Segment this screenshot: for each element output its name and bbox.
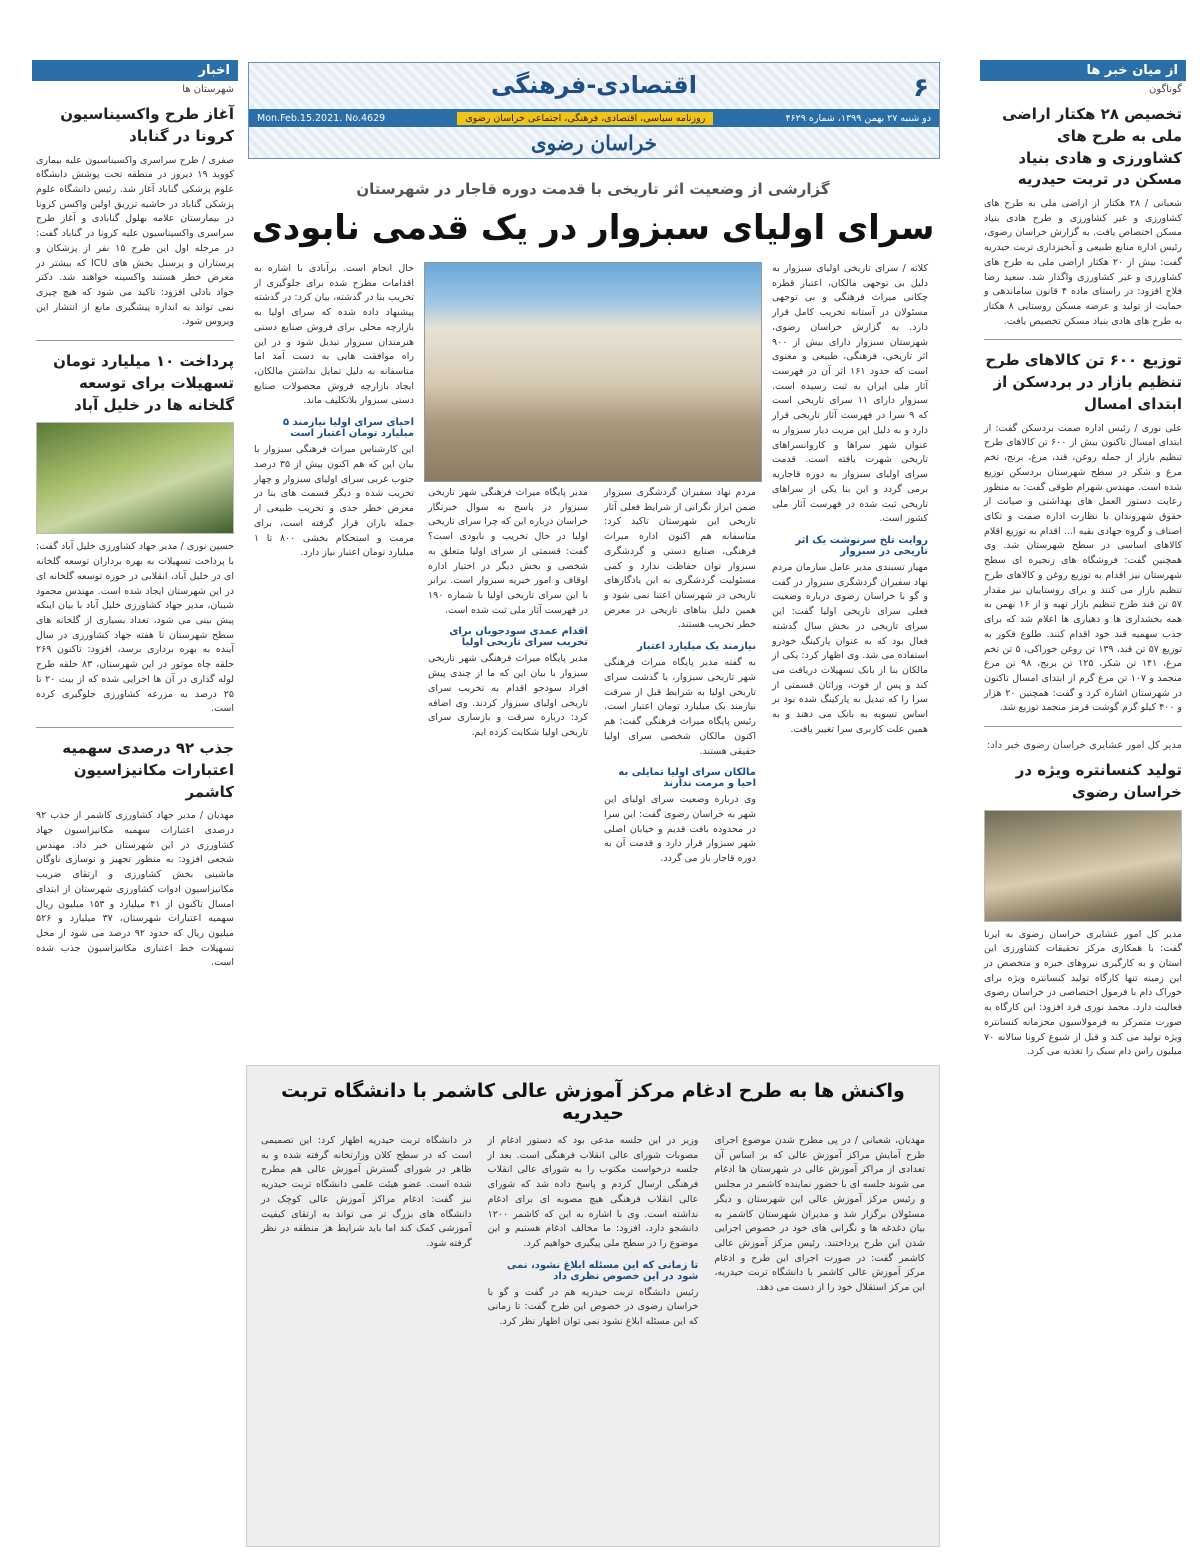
lead-col-4 xyxy=(250,262,418,1052)
article-text: این کارشناس میراث فرهنگی سبزوار با بیان این که هم اکنون بیش از ۳۵ درصد جنوب غربی سرای اولیای سبزوار و چهار تخریب شده و دیگر قسمت های بنا در معرض خطر جدی و تخریب طبیعی از جمله باران قرار گرفته است، برای مرمت و استحکام بخشی ۸۰۰ تا ۱ میلیارد تومان اعتبار نیاز دارد. xyxy=(254,444,414,559)
box-headline[interactable]: واکنش ها به طرح ادغام مرکز آموزش عالی کاشمر با دانشگاه تربت حیدریه xyxy=(281,1080,905,1124)
news-title[interactable]: جذب ۹۲ درصدی سهمیه اعتبارات مکانیزاسیون کاشمر xyxy=(62,739,234,801)
article-text: مهیار تسبندی مدیر عامل سازمان مردم نهاد سفیران گردشگری سبزوار در گفت و گو با خراسان رضوی درباره وضعیت فعلی سرای تاریخی اولیا گفت: این سرای تاریخی در بخش سال گذشته فعال بود که به عنوان پارکینگ خودرو استفاده می شد. وی اظهار کرد: یکی از مالکان بنا از بانک تسهیلات دریافت می کند و پس از فوت، وراثان قسمتی از سرا را که تبدیل به پارکینگ شده بود بر اساس تسویه به بانک می دهند و به همین علت کاربری سرا تغییر یافت. xyxy=(772,561,928,735)
box-col-3 xyxy=(257,1134,476,1330)
article-text: به گفته مدیر پایگاه میراث فرهنگی شهر تاریخی سبزوار، با گذشت سرای تاریخی اولیا به شرایط قبل از سرقت نیازمند یک میلیارد تومان اعتبار است. رئیس پایگاه میراث فرهنگی گفت: هم اکنون مالکان شخصی سرای اولیا حقیقی هستند. xyxy=(604,657,756,757)
article-subhead: روایت تلخ سرنوشت یک اثر تاریخی در سبزوار xyxy=(795,534,928,557)
news-body: حسین نوری / مدیر جهاد کشاورزی خلیل آباد گفت: با پرداخت تسهیلات به بهره برداران توسعه گلخانه ای در خلیل آباد، انقلابی در حوزه توسعه گلخانه ای در این شهرستان ایجاد شده است. مهندس محمود شیبان، مدیر جهاد کشاورزی خلیل آباد با بیان اینکه پیش بینی می شود، تعداد بسیاری از گلخانه های سطح شهرستان تا هفته جهاد کشاورزی در سال آینده به بهره برداری برسد، افزود: تاکنون ۲۶۹ حلقه چاه موتور در این شهرستان، ۸۳ حلقه طرح لوله گذاری در آن ها اجرایی شده که از بیت ۲۰ تا ۲۵ درصد به مزرعه کشاورزی جلوگیری کرده است. xyxy=(36,541,234,715)
article-subhead: تا زمانی که این مسئله ابلاغ نشود، نمی شود در این خصوص نظری داد xyxy=(506,1259,699,1282)
section-subtag: گوناگون xyxy=(1148,84,1182,95)
article-text: کلاته / سرای تاریخی اولیای سبزوار به دلیل بی توجهی مالکان، اعتبار قطره چکانی میراث فرهنگی و بی توجهی مسئولان در آستانه تخریب کامل قرار دارد. به گزارش خراسان رضوی، شهرستان سبزوار دارای بیش از ۹۰۰ اثر تاریخی، فرهنگی، طبیعی و معنوی است که حدود ۱۶۱ اثر آن در فهرست آثار ملی ایران به ثبت رسیده است. سبزوار دارای ۱۱ سرای تاریخی است که ۹ سرا در فهرست آثار تاریخی قرار دارد و به دلیل این مزیت دیار سبزوار به عنوان شهر سراها و کاروانسراهای تاریخی شهرت یافته است. قدمت سرای اولیای سبزوار به دوره قاجاریه برمی گردد و این بنا یکی از سراهای تاریخی ثبت شده در فهرست آثار ملی کشور است. xyxy=(772,263,928,525)
lead-col-3 xyxy=(424,486,592,1052)
lead-col-2 xyxy=(600,486,760,1052)
news-body: شعبانی / ۲۸ هکتار از اراضی ملی به طرح های کشاورزی و غیر کشاورزی و طرح هادی بنیاد مسکن اختصاص یافت. به گزارش خراسان رضوی، رئیس اداره منابع طبیعی و آبخیزداری تربت حیدریه گفت: بیش از ۲۰ هکتار اراضی ملی به طرح های کشاورزی و غیر کشاورزی واگذار شد. سعید رضا فلاح افزود: در راستای ماده ۴ قانون ساماندهی و حمایت از تولید و عرضه مسکن روستایی ۸ هکتار به طرح های هادی بنیاد مسکن تخصیص یافت. xyxy=(984,198,1182,327)
section-title: اقتصادی-فرهنگی xyxy=(491,71,697,99)
news-title[interactable]: توزیع ۶۰۰ تن کالاهای طرح تنظیم بازار در بردسکن از ابتدای امسال xyxy=(985,351,1182,413)
news-body: صفری / طرح سراسری واکسیناسیون علیه بیماری کووید ۱۹ دیروز در منطقه تحت پوشش دانشگاه علوم پزشکی گناباد آغاز شد. رئیس دانشگاه علوم پزشکی گناباد در حاشیه تزریق اولین واکسن کرونا در بیمارستان علامه بهلول گنابادی و آغاز طرح سراسری واکسیناسیون علیه کرونا در گناباد گفت: در مرحله اول این طرح ۱۵ نفر از پزشکان و پرستاران و پرسنل بخش های ICU که بیشتر در معرض خطر هستند واکسینه خواهند شد. دکتر جواد بادلی افزود: تاکید می شود که هیچ چیزی نمی تواند به اندازه پیشگیری مانع از انتشار این ویروس شود. xyxy=(36,154,235,328)
issue-date-en: Mon.Feb.15.2021. No.4629 xyxy=(257,112,386,124)
news-title[interactable]: تولید کنسانتره ویژه در خراسان رضوی xyxy=(1015,761,1182,801)
article-subhead: اقدام عمدی سودجویان برای تخریب سرای تاریخی اولیا xyxy=(449,626,588,649)
page-number: ۶ xyxy=(913,73,929,103)
news-title[interactable]: تخصیص ۲۸ هکتار اراضی ملی به طرح های کشاورزی و هادی بنیاد مسکن در تربت حیدریه xyxy=(1002,105,1182,189)
section-subtag: شهرستان ها xyxy=(182,84,234,95)
article-text: وی درباره وضعیت سرای اولیای این شهر به خراسان رضوی گفت: این سرا در محدوده بافت قدیم و خیابان اصلی شهر سبزوار قرار دارد و قدمت آن به دوره قاجار باز می گردد. xyxy=(604,794,756,865)
section-tag: اخبار xyxy=(32,60,238,81)
divider xyxy=(36,340,234,341)
divider xyxy=(36,727,234,728)
news-title[interactable]: پرداخت ۱۰ میلیارد تومان تسهیلات برای توسعه گلخانه ها در خلیل آباد xyxy=(53,352,234,414)
article-text: حال انجام است. برآبادی با اشاره به اقدامات مطرح شده برای جلوگیری از تخریب بنا در گذشته، بیان کرد: در گذشته پیشنهاد داده شده که سرای اولیا به بازارچه محلی برای فروش صنایع دستی هنرمندان سبزوار تبدیل شود و در این راه موافقت هایی به دست آمد اما متاسفانه به دلیل تمایل نداشتن مالکان، ایجاد بازارچه فروش محصولات صنایع دستی سبزوار بلاتکلیف ماند. xyxy=(254,263,414,407)
article-text: وزیر در این جلسه مدعی بود که دستور ادغام از مصوبات شورای عالی انقلاب فرهنگی است. بعد از جلسه درخواست مکتوب را به شورای عالی انقلاب فرهنگی ارسال کردم و پاسخ داده شد که شورای عالی انقلاب فرهنگی هیچ مصوبه ای برای ادغام نداشته است. وی با اشاره به این که کاشمر ۱۲۰۰ دانشجو دارد، افزود: ما مخالف ادغام هستیم و این موضوع را در سطح ملی پیگیری خواهیم کرد. xyxy=(487,1135,699,1250)
article-text: مردم نهاد سفیران گردشگری سبزوار ضمن ابراز نگرانی از شرایط فعلی آثار تاریخی این شهرستان تاکید کرد: متاسفانه هم اکنون اداره میراث فرهنگی، صنایع دستی و گردشگری سبزوار توان حفاظت ندارد و کمی مسئولیت گردشگری به این یادگارهای تاریخی در شهرستان اعتنا نمی شود و همین دلیل بناهای تاریخی در معرض خطر تخریب هستند. xyxy=(604,487,756,631)
article-text: مدیر پایگاه میراث فرهنگی شهر تاریخی سبزوار در پاسخ به سوال خبرنگار خراسان درباره این که چرا سرای تاریخی اولیا در حال تخریب و نابودی است؟ گفت: قسمتی از سرای اولیا متعلق به شخصی و بخش دیگر در اختیار اداره اوقاف و امور خیریه سبزوار است. برابر با این سرای تاریخی اولیا با شماره ۱۹۰ در فهرست آثار ملی ثبت شده است. xyxy=(428,487,588,616)
article-text: رئیس دانشگاه تربت حیدریه هم در گفت و گو با خراسان رضوی در خصوص این طرح گفت: تا زمانی که این مسئله ابلاغ نشود نمی توان اظهار نظر کرد. xyxy=(487,1286,699,1328)
lead-kicker: گزارشی از وضعیت اثر تاریخی با قدمت دوره قاجار در شهرستان xyxy=(356,180,830,198)
news-body: مدیر کل امور عشایری خراسان رضوی به ایرنا گفت: با همکاری مرکز تحقیقات کشاورزی این استان و به کارگیری نیروهای خبره و متخصص در این زمینه تنها کارگاه تولید کنسانتره ویژه برای خوراک دام با فرمول اختصاصی در خراسان رضوی فعالیت دارد. محمد نوری فرد افزود: این کارگاه به صورت متمرکز به فرمولاسیون محرمانه کنسانتره ویژه تولید می کند و قبل از شیوع کرونا سالانه ۷۰ میلیون راس دام سبک را تغذیه می کرد. xyxy=(984,928,1182,1058)
page-header xyxy=(248,62,940,159)
header-bar xyxy=(249,109,939,127)
box-col-1 xyxy=(710,1134,929,1330)
divider xyxy=(984,726,1182,727)
news-title[interactable]: آغاز طرح واکسیناسیون کرونا در گناباد xyxy=(60,105,234,145)
ruined-building-photo xyxy=(424,262,762,482)
news-body: علی نوری / رئیس اداره صمت بردسکن گفت: از ابتدای امسال تاکنون بیش از ۶۰۰ تن کالاهای طرح تنظیم بازار از جمله روغن، قند، مرغ، برنج، تخم مرغ و شکر در سطح شهرستان بردسکن توزیع شده است. مهندس شهرام طوقی گفت: به منظور رعایت دستور العمل های بهداشتی و صیانت از حقوق شهروندان با نظارت اداره صمت و تکای اصناف و گروه جهادی بقیه ا... اقدام به توزیع اقلام کالاهای اساسی در سطح شهرستان شد. وی همچنین گفت: فروشگاه های زنجیره ای سطح شهرستان نیز اقدام به توزیع روغن و کالاهای طرح تنظیم بازار می کنند و برای روستاییان نیز مقدار ۵۷ تن قند طرح تنظیم بازار تهیه و از ۱۶ بهمن به همه بخشداری ها و دهیاری ها اعلام شد که برای جذب سهمیه قند خود اقدام کنند. طلوع فکور به توزیع ۵۷ تن قند، ۱۳۹ تن روغن خوراکی، ۵ تن تخم مرغ، ۱۴۱ تن شکر، ۱۲۵ تن برنج، ۹۸ تن مرغ منجمد و ۱۰۷ تن مرغ گرم از ابتدای امسال تاکنون در شهرستان اشاره کرد و گفت: همچنین ۲۰ هزار و ۴۰۰ کیلو گرم گوشت قرمز منجمد توزیع شد. xyxy=(984,422,1183,714)
news-body: مهدیان / مدیر جهاد کشاورزی کاشمر از جذب ۹۲ درصدی اعتبارات سهمیه مکانیزاسیون جهاد کشاورزی در این شهرستان خبر داد. مهندس شجعی افزود: به منظور تجهیز و نوسازی ناوگان ماشینی بخش کشاورزی و ارتقای ضریب مکانیزاسیون ادوات کشاورزی شهرستان از ابتدای امسال تاکنون از ۴۱ میلیارد و ۱۵۳ میلیون ریال سهمیه اعتبارات شهرستان، ۳۷ میلیارد و ۵۲۶ میلیون ریال که حدود ۹۲ درصد می شود از محل تسهیلات خط اعتباری مکانیزاسیون جذب شده است. xyxy=(36,810,234,969)
article-subhead: احیای سرای اولیا نیازمند ۵ میلیارد تومان اعتبار است xyxy=(283,417,414,440)
news-byline: مدیر کل امور عشایری خراسان رضوی خبر داد: xyxy=(986,740,1182,752)
sheep-photo xyxy=(984,810,1182,922)
issue-date-fa: دو شنبه ۲۷ بهمن ۱۳۹۹، شماره ۴۶۲۹ xyxy=(785,112,931,124)
lead-col-1 xyxy=(768,262,932,1052)
newspaper-logo: خراسان رضوی xyxy=(530,131,658,155)
tagline: روزنامه سیاسی، اقتصادی، فرهنگی، اجتماعی خراسان رضوی xyxy=(457,112,713,125)
lead-headline[interactable]: سرای اولیای سبزوار در یک قدمی نابودی xyxy=(251,208,935,248)
article-text: در دانشگاه تربت حیدریه اظهار کرد: این تصمیمی است که در سطح کلان وزارتخانه گرفته شده و به ظاهر در شورای گسترش آموزش عالی هم مطرح شده است. عضو هیئت علمی دانشگاه تربت حیدریه نیز گفت: ادغام مراکز آموزش عالی کوچک در دانشگاه های بزرگ تر می تواند به ارتقای کیفیت آموزشی کمک کند اما باید شرایط هر منطقه در نظر گرفته شود. xyxy=(260,1135,472,1250)
greenhouse-photo xyxy=(36,422,234,534)
box-columns xyxy=(247,1134,939,1330)
bottom-feature-box xyxy=(246,1065,940,1547)
article-subhead: نیازمند یک میلیارد اعتبار xyxy=(637,641,756,653)
section-tag: از میان خبر ها xyxy=(980,60,1186,81)
left-news-column xyxy=(32,60,238,1550)
article-text: مهدیان، شعبانی / در پی مطرح شدن موضوع اجرای طرح آمایش مراکز آموزش عالی که بر اساس آن تعدادی از مراکز آموزش عالی در شهرستان ها ادغام می شوند جلسه ای با حضور نماینده کاشمر در مجلس و رئیس مرکز آموزش عالی این شهرستان و دیگر مسئولان برگزار شد و مدیران شهرستان کاشمر به بیان دغدغه ها و نگرانی های خود در خصوص اجرایی شدن این طرح پرداختند. رئیس مرکز آموزش عالی کاشمر گفت: در صورت اجرای این طرح و ادغام مرکز آموزش عالی کاشمر با دانشگاه تربت حیدریه، این مرکز استقلال خود را از دست می دهد. xyxy=(714,1135,925,1294)
article-text: مدیر پایگاه میراث فرهنگی شهر تاریخی سبزوار با بیان این که ما از چندی پیش افراد سودجو اقدام به تخریب سرای تاریخی اولیای سبزوار کردند. وی اضافه کرد: درباره سرقت و بازسازی سرای تاریخی اولیا شکایت کرده ایم. xyxy=(428,653,588,739)
right-news-column xyxy=(980,60,1186,1550)
divider xyxy=(984,339,1182,340)
box-col-2 xyxy=(484,1134,703,1330)
article-subhead: مالکان سرای اولیا تمایلی به احیا و مرمت ندارند xyxy=(618,767,756,790)
